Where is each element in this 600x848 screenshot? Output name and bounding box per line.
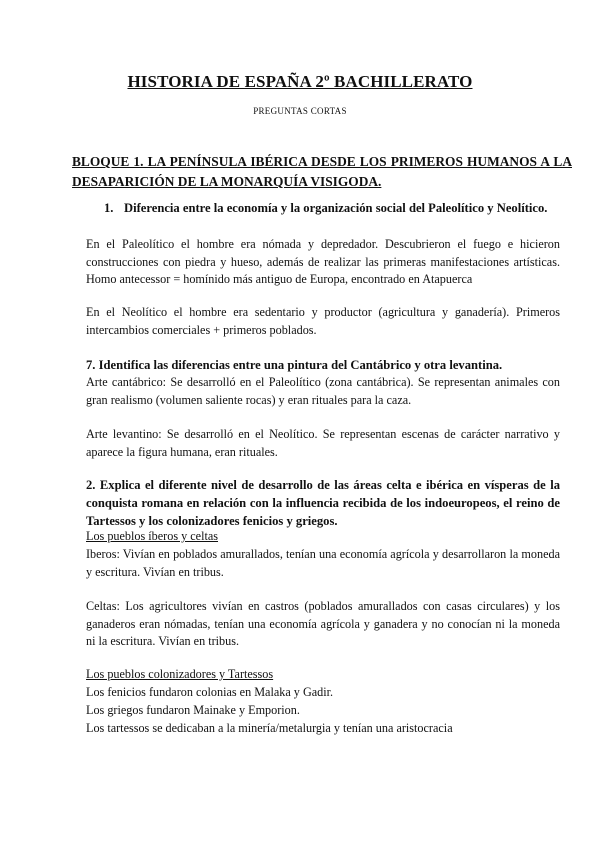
q2-line-fenicios: Los fenicios fundaron colonias en Malaka y Gadir. [86, 685, 334, 699]
document-title: HISTORIA DE ESPAÑA 2º BACHILLERATO [127, 72, 473, 91]
q1-paleolithic-paragraph: En el Paleolítico el hombre era nómada y depredador. Descubrieron el fuego e hicieron construcciones con piedra y hueso, además de realizar las primeras manifestaciones artísticas. Homo antecessor = homínido más antiguo de Europa, encontrado en Atapuerca [86, 237, 560, 286]
q2-section1-heading: Los pueblos íberos y celtas [86, 529, 219, 543]
q2-line-griegos: Los griegos fundaron Mainake y Emporion. [86, 703, 300, 717]
question-7: 7. Identifica las diferencias entre una pintura del Cantábrico y otra levantina. [86, 358, 503, 372]
question-1-text: Diferencia entre la economía y la organización social del Paleolítico y Neolítico. [124, 201, 548, 215]
block-heading: BLOQUE 1. LA PENÍNSULA IBÉRICA DESDE LOS PRIMEROS HUMANOS A LA DESAPARICIÓN DE LA MONARQUÍA VISIGODA. [72, 154, 572, 189]
q7-cantabrian-paragraph: Arte cantábrico: Se desarrolló en el Paleolítico (zona cantábrica). Se representan animales con gran realismo (volumen saliente rocas) y eran rituales para la caza. [86, 375, 560, 407]
q7-levantine-paragraph: Arte levantino: Se desarrolló en el Neolítico. Se representan escenas de carácter narrativo y aparece la figura humana, eran rituales. [86, 427, 560, 459]
document-subtitle: PREGUNTAS CORTAS [253, 106, 347, 116]
q1-neolithic-paragraph: En el Neolítico el hombre era sedentario y productor (agricultura y ganadería). Primeros intercambios comerciales + primeros poblados. [86, 305, 560, 337]
question-2: 2. Explica el diferente nivel de desarrollo de las áreas celta e ibérica en vísperas de la conquista romana en relación con la influencia recibida de los indoeuropeos, el reino de Tartessos y los colonizadores fenicios y griegos. [86, 478, 560, 528]
q2-section2-heading: Los pueblos colonizadores y Tartessos [86, 667, 274, 681]
q2-iberos-paragraph: Iberos: Vivían en poblados amurallados, tenían una economía agrícola y desarrollaron la moneda y escritura. Vivían en tribus. [86, 547, 560, 579]
q2-celtas-paragraph: Celtas: Los agricultores vivían en castros (poblados amurallados con casas circulares) y los ganaderos eran nómadas, tenían una economía agrícola y ganadera y no conocían ni la moneda ni la escritura. Vivían en tribus. [86, 599, 560, 648]
q2-line-tartessos: Los tartessos se dedicaban a la minería/metalurgia y tenían una aristocracia [86, 721, 453, 735]
question-1-number: 1. [104, 201, 114, 215]
question-1 [104, 199, 556, 217]
